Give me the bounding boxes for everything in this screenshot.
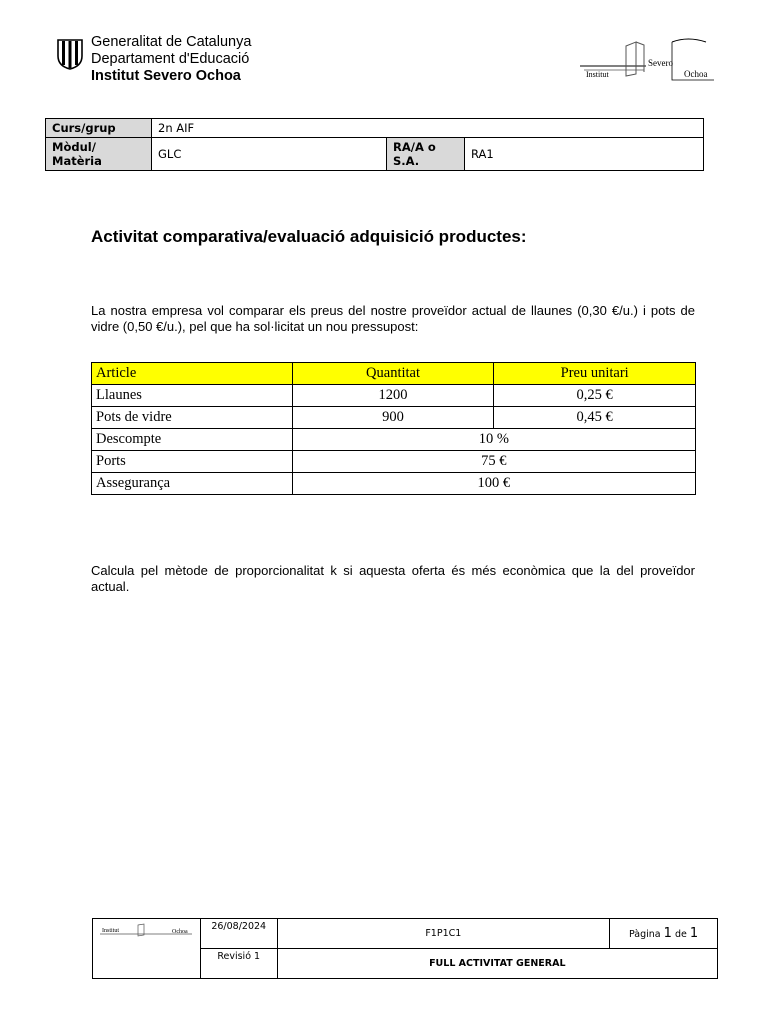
footer-logo-text-institut: Institut xyxy=(102,928,120,934)
footer-logo-text-ochoa: Ochoa xyxy=(172,929,189,935)
table-row xyxy=(92,407,696,429)
modul-value: GLC xyxy=(152,138,387,171)
page-number: 1 xyxy=(663,926,672,941)
cell-value: 10 % xyxy=(292,429,695,451)
footer-revision: Revisió 1 xyxy=(200,949,277,979)
footer-row xyxy=(93,919,718,949)
page-of: de xyxy=(674,929,687,940)
header-quantitat: Quantitat xyxy=(292,363,494,385)
header-article: Article xyxy=(92,363,293,385)
cell-value: 75 € xyxy=(292,451,695,473)
cell-quantitat: 900 xyxy=(292,407,494,429)
cell-label: Assegurança xyxy=(92,473,293,495)
cell-quantitat: 1200 xyxy=(292,385,494,407)
cell-article: Llaunes xyxy=(92,385,293,407)
cell-label: Ports xyxy=(92,451,293,473)
footer-date: 26/08/2024 xyxy=(200,919,277,949)
footer-code: F1P1C1 xyxy=(277,919,610,949)
quote-table xyxy=(91,362,696,495)
curs-value: 2n AIF xyxy=(152,119,704,138)
course-info-table xyxy=(45,118,704,171)
institut-severo-ochoa-logo xyxy=(576,36,718,86)
logo-text-ochoa: Ochoa xyxy=(684,69,708,79)
intro-paragraph: La nostra empresa vol comparar els preus del nostre proveïdor actual de llaunes (0,30 €/u.) i pots de vidre (0,50 €/u.), pel que ha sol·licitat un nou pressupost: xyxy=(91,303,695,334)
logo-text-institut: Institut xyxy=(586,70,609,79)
page-title: Activitat comparativa/evaluació adquisició productes: xyxy=(91,227,527,246)
course-info-row xyxy=(46,138,704,171)
ra-value: RA1 xyxy=(465,138,704,171)
course-info-row xyxy=(46,119,704,138)
page-label: Pàgina xyxy=(628,929,661,940)
task-paragraph: Calcula pel mètode de proporcionalitat k si aquesta oferta és més econòmica que la del proveïdor actual. xyxy=(91,563,695,594)
curs-label: Curs/grup xyxy=(46,119,152,138)
org-line-3: Institut Severo Ochoa xyxy=(91,68,241,84)
logo-text-severo: Severo xyxy=(648,58,673,68)
cell-label: Descompte xyxy=(92,429,293,451)
footer-logo-cell xyxy=(93,919,201,979)
cell-article: Pots de vidre xyxy=(92,407,293,429)
footer-doc-type: FULL ACTIVITAT GENERAL xyxy=(277,949,717,979)
cell-preu: 0,25 € xyxy=(494,385,696,407)
footer-logo xyxy=(98,923,194,939)
ra-label: RA/A o S.A. xyxy=(387,138,465,171)
footer-table xyxy=(92,918,718,979)
org-line-2: Departament d'Educació xyxy=(91,51,250,67)
modul-label: Mòdul/ Matèria xyxy=(46,138,152,171)
footer-page xyxy=(610,919,718,949)
table-header-row xyxy=(92,363,696,385)
header-preu-unitari: Preu unitari xyxy=(494,363,696,385)
cell-value: 100 € xyxy=(292,473,695,495)
org-line-1: Generalitat de Catalunya xyxy=(91,34,252,50)
generalitat-logo-icon xyxy=(56,38,84,70)
cell-preu: 0,45 € xyxy=(494,407,696,429)
organization-name xyxy=(91,34,251,85)
table-row xyxy=(92,473,696,495)
table-row xyxy=(92,429,696,451)
table-row xyxy=(92,451,696,473)
table-row xyxy=(92,385,696,407)
page-total: 1 xyxy=(689,926,699,941)
